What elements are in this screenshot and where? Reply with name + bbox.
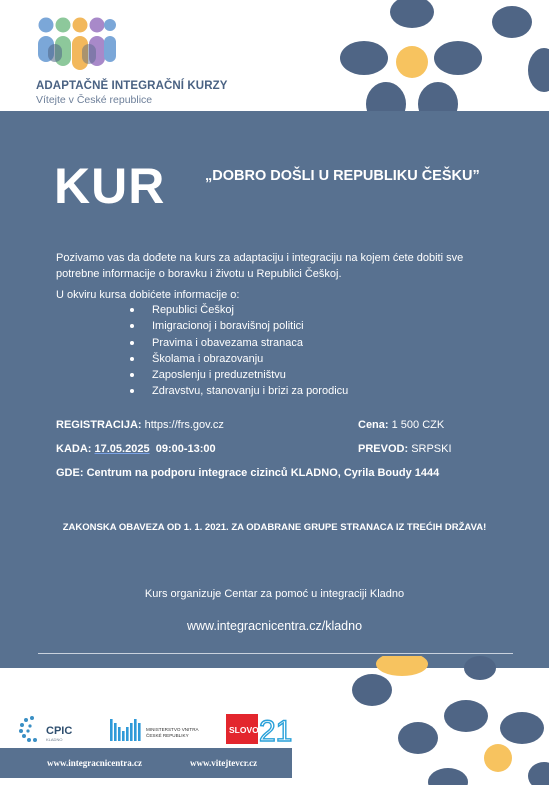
- location-row: [56, 467, 439, 479]
- registration-label: REGISTRACIJA:: [56, 419, 142, 431]
- course-title: [205, 168, 480, 184]
- list-item: Zaposlenju i preduzetništvu: [130, 367, 348, 383]
- footer-link-integracnicentra[interactable]: www.integracnicentra.cz: [47, 758, 142, 768]
- date-label: KADA:: [56, 443, 92, 455]
- list-item: Republici Češkoj: [130, 302, 348, 318]
- topics-heading: U okviru kursa dobićete informacije o:: [56, 289, 240, 301]
- registration-row: [56, 419, 224, 431]
- topics-list: [130, 302, 348, 400]
- location-value: Centrum na podporu integrace cizinců KLADNO, Cyrila Boudy 1444: [86, 467, 440, 479]
- date-row: [56, 443, 216, 455]
- cpic-small-text: KLADNO: [46, 737, 63, 742]
- translation-value: SRPSKI: [411, 443, 452, 455]
- course-label: KUR: [54, 158, 166, 214]
- ministry-logo-icon: [110, 715, 210, 743]
- brand-subtitle: Vítejte v České republice: [36, 94, 153, 106]
- translation-row: [358, 443, 452, 455]
- footer-link-vitejtevcr[interactable]: www.vitejtevcr.cz: [190, 758, 258, 768]
- organizer-text: Kurs organizuje Centar za pomoć u integraciji Kladno: [144, 588, 405, 600]
- date-value: 17.05.2025: [94, 443, 150, 455]
- registration-link[interactable]: https://frs.gov.cz: [144, 419, 224, 431]
- intro-paragraph: Pozivamo vas da dođete na kurs za adaptaciju i integraciju na kojem ćete dobiti sve potrebne informacije o boravku i životu u Republici Češkoj.: [56, 252, 464, 280]
- list-item: Školama i obrazovanju: [130, 351, 348, 367]
- translation-label: PREVOD:: [358, 443, 409, 455]
- list-item: Pravima i obavezama stranaca: [130, 335, 348, 351]
- open-quote: „: [205, 168, 213, 184]
- flower-decoration-bottom-icon: [330, 656, 549, 785]
- cpic-text: CPIC: [46, 725, 73, 737]
- flower-decoration-icon: [330, 0, 549, 111]
- course-title-text: DOBRO DOŠLI U REPUBLIKU ČEŠKU: [212, 168, 473, 184]
- brand-title: ADAPTAČNĚ INTEGRAČNÍ KURZY: [36, 80, 228, 92]
- close-quote: ”: [472, 168, 480, 184]
- price-value: 1 500 CZK: [391, 419, 445, 431]
- list-item: Zdravstvu, stanovanju i brizi za porodicu: [130, 383, 348, 399]
- slovo21-logo-icon: [226, 714, 292, 744]
- price-row: [358, 419, 444, 431]
- course-logo-icon: [36, 16, 120, 76]
- cpic-logo-icon: [18, 714, 88, 744]
- website-link[interactable]: www.integracnicentra.cz/kladno: [186, 619, 363, 633]
- ministry-text-1: MINISTERSTVO VNITRA: [146, 727, 199, 732]
- location-label: GDE:: [56, 467, 84, 479]
- legal-notice: ZAKONSKA OBAVEZA OD 1. 1. 2021. ZA ODABRANE GRUPE STRANACA IZ TREĆIH DRŽAVA!: [62, 522, 487, 533]
- price-label: Cena:: [358, 419, 389, 431]
- slovo-text: SLOVO: [229, 725, 259, 735]
- time-value: 09:00-13:00: [155, 443, 216, 455]
- list-item: Imigracionoj i boravišnoj politici: [130, 318, 348, 334]
- slovo-number: 21: [259, 715, 292, 744]
- divider: [38, 653, 513, 654]
- ministry-text-2: ČESKÉ REPUBLIKY: [146, 733, 189, 738]
